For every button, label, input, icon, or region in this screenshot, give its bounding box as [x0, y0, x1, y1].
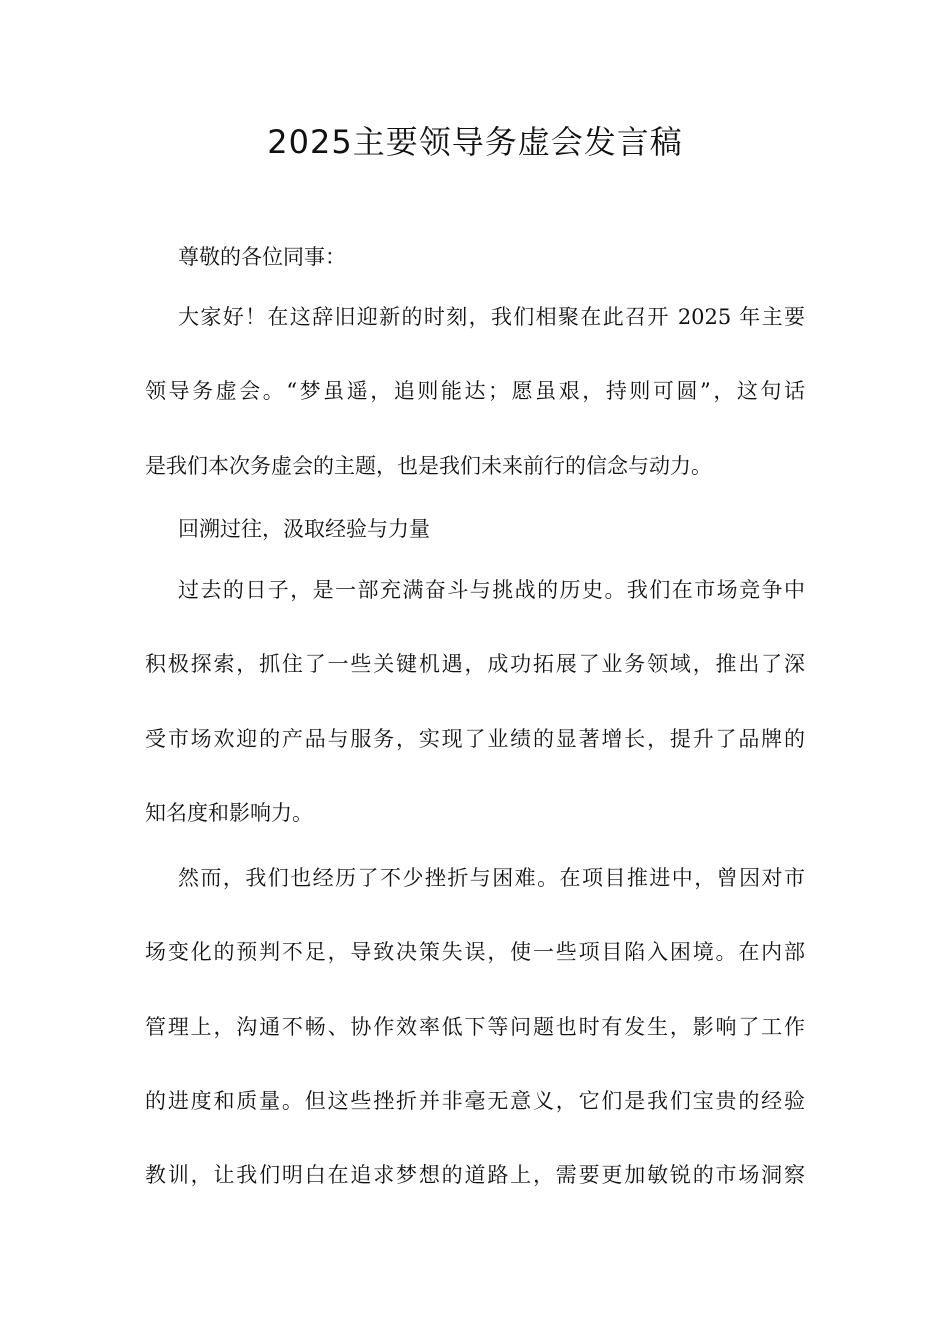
paragraph-2-line-1: 过去的日子，是一部充满奋斗与挑战的历史。我们在市场竞争中 [178, 578, 805, 602]
salutation: 尊敬的各位同事： [178, 245, 346, 269]
paragraph-1-line-1: 大家好！在这辞旧迎新的时刻，我们相聚在此召开 2025 年主要 [178, 305, 805, 329]
paragraph-2-line-3: 受市场欢迎的产品与服务，实现了业绩的显著增长，提升了品牌的 [145, 727, 805, 751]
paragraph-2-line-4: 知名度和影响力。 [145, 801, 313, 825]
paragraph-3-line-3: 管理上，沟通不畅、协作效率低下等问题也时有发生，影响了工作 [145, 1015, 805, 1039]
paragraph-3-line-5: 教训，让我们明白在追求梦想的道路上，需要更加敏锐的市场洞察 [145, 1163, 805, 1187]
paragraph-3-line-2: 场变化的预判不足，导致决策失误，使一些项目陷入困境。在内部 [145, 940, 805, 964]
paragraph-1-line-3: 是我们本次务虚会的主题，也是我们未来前行的信念与动力。 [145, 454, 712, 478]
paragraph-2-line-2: 积极探索，抓住了一些关键机遇，成功拓展了业务领域，推出了深 [145, 652, 805, 676]
paragraph-3-line-1: 然而，我们也经历了不少挫折与困难。在项目推进中，曾因对市 [178, 866, 805, 890]
paragraph-1-line-2: 领导务虚会。“梦虽遥，追则能达；愿虽艰，持则可圆”，这句话 [145, 379, 805, 403]
section-heading: 回溯过往，汲取经验与力量 [178, 517, 430, 541]
document-title: 2025主要领导务虚会发言稿 [267, 123, 683, 161]
paragraph-3-line-4: 的进度和质量。但这些挫折并非毫无意义，它们是我们宝贵的经验 [145, 1089, 805, 1113]
